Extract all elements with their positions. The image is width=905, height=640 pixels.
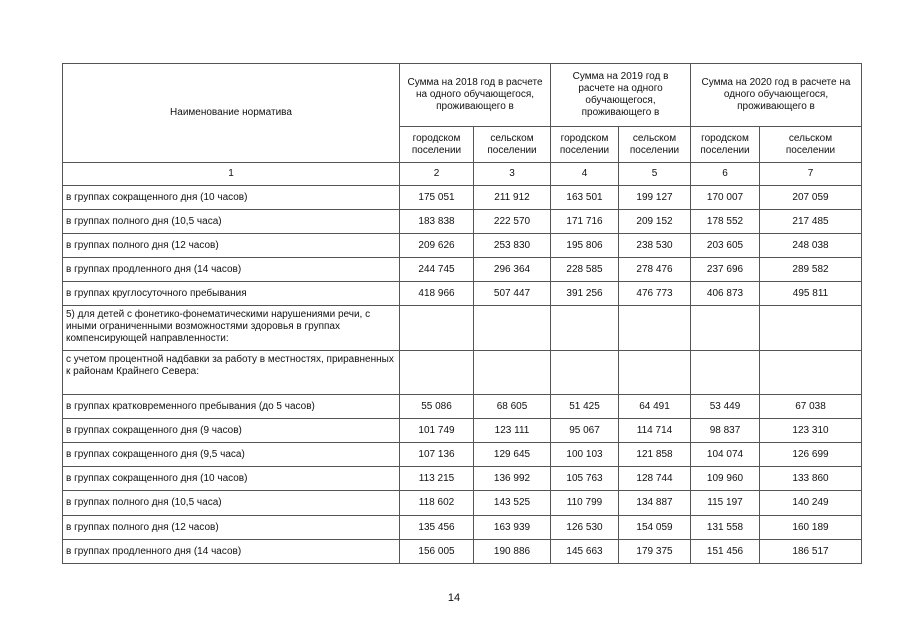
table-row	[63, 395, 862, 419]
table-row	[63, 419, 862, 443]
value-cell: 98 837	[691, 419, 760, 443]
value-cell: 55 086	[400, 395, 474, 419]
value-cell: 115 197	[691, 491, 760, 516]
value-cell: 134 887	[619, 491, 691, 516]
value-cell: 507 447	[474, 282, 551, 306]
value-cell: 113 215	[400, 467, 474, 491]
page-number: 14	[447, 592, 461, 604]
value-cell: 133 860	[760, 467, 862, 491]
value-cell	[619, 351, 691, 395]
value-cell: 207 059	[760, 186, 862, 210]
value-cell	[619, 306, 691, 351]
value-cell: 186 517	[760, 540, 862, 564]
value-cell: 163 939	[474, 516, 551, 540]
value-cell: 244 745	[400, 258, 474, 282]
value-cell: 495 811	[760, 282, 862, 306]
norm-name-cell: в группах полного дня (10,5 часа)	[63, 491, 400, 516]
table-row	[63, 210, 862, 234]
normative-table	[62, 63, 862, 564]
norm-name-cell: в группах кратковременного пребывания (до 5 часов)	[63, 395, 400, 419]
table-row	[63, 306, 862, 351]
value-cell	[474, 351, 551, 395]
header-year-2018: Сумма на 2018 год в расчете на одного обучающегося, проживающего в	[400, 64, 551, 127]
table-row	[63, 540, 862, 564]
value-cell: 126 530	[551, 516, 619, 540]
header-name-column: Наименование норматива	[63, 64, 400, 163]
value-cell: 178 552	[691, 210, 760, 234]
norm-name-cell: 5) для детей с фонетико-фонематическими нарушениями речи, с иными ограниченными возможностями здоровья в группах компенсирующей направленности:	[63, 306, 400, 351]
value-cell: 248 038	[760, 234, 862, 258]
value-cell: 110 799	[551, 491, 619, 516]
norm-name-cell: в группах сокращенного дня (9,5 часа)	[63, 443, 400, 467]
value-cell: 114 714	[619, 419, 691, 443]
value-cell: 123 111	[474, 419, 551, 443]
value-cell: 237 696	[691, 258, 760, 282]
value-cell	[551, 306, 619, 351]
table-row	[63, 443, 862, 467]
value-cell: 107 136	[400, 443, 474, 467]
norm-name-cell: в группах сокращенного дня (9 часов)	[63, 419, 400, 443]
value-cell: 406 873	[691, 282, 760, 306]
value-cell: 296 364	[474, 258, 551, 282]
header-urban-2018: городском поселении	[400, 127, 474, 163]
value-cell: 190 886	[474, 540, 551, 564]
value-cell	[400, 351, 474, 395]
value-cell	[400, 306, 474, 351]
value-cell: 170 007	[691, 186, 760, 210]
value-cell: 199 127	[619, 186, 691, 210]
column-index: 4	[551, 163, 619, 186]
header-row-index	[63, 163, 862, 186]
value-cell: 140 249	[760, 491, 862, 516]
norm-name-cell: в группах сокращенного дня (10 часов)	[63, 186, 400, 210]
value-cell: 151 456	[691, 540, 760, 564]
value-cell: 253 830	[474, 234, 551, 258]
value-cell: 222 570	[474, 210, 551, 234]
header-urban-2019: городском поселении	[551, 127, 619, 163]
value-cell: 154 059	[619, 516, 691, 540]
value-cell: 100 103	[551, 443, 619, 467]
value-cell: 53 449	[691, 395, 760, 419]
value-cell: 145 663	[551, 540, 619, 564]
value-cell: 156 005	[400, 540, 474, 564]
value-cell	[691, 306, 760, 351]
norm-name-cell: в группах полного дня (12 часов)	[63, 234, 400, 258]
value-cell: 238 530	[619, 234, 691, 258]
value-cell: 418 966	[400, 282, 474, 306]
column-index: 2	[400, 163, 474, 186]
value-cell: 136 992	[474, 467, 551, 491]
header-row-years	[63, 64, 862, 127]
header-rural-2018: сельском поселении	[474, 127, 551, 163]
value-cell: 105 763	[551, 467, 619, 491]
value-cell: 278 476	[619, 258, 691, 282]
value-cell: 67 038	[760, 395, 862, 419]
value-cell	[760, 306, 862, 351]
table-row	[63, 467, 862, 491]
value-cell: 175 051	[400, 186, 474, 210]
value-cell: 118 602	[400, 491, 474, 516]
value-cell: 121 858	[619, 443, 691, 467]
column-index: 1	[63, 163, 400, 186]
norm-name-cell: в группах сокращенного дня (10 часов)	[63, 467, 400, 491]
value-cell: 203 605	[691, 234, 760, 258]
table-body	[63, 186, 862, 564]
value-cell: 101 749	[400, 419, 474, 443]
value-cell: 143 525	[474, 491, 551, 516]
value-cell: 131 558	[691, 516, 760, 540]
norm-name-cell: в группах круглосуточного пребывания	[63, 282, 400, 306]
value-cell: 51 425	[551, 395, 619, 419]
header-year-2020: Сумма на 2020 год в расчете на одного обучающегося, проживающего в	[691, 64, 862, 127]
norm-name-cell: в группах продленного дня (14 часов)	[63, 258, 400, 282]
column-index: 3	[474, 163, 551, 186]
value-cell: 160 189	[760, 516, 862, 540]
header-rural-2020: сельском поселении	[760, 127, 862, 163]
value-cell: 171 716	[551, 210, 619, 234]
column-index: 5	[619, 163, 691, 186]
table-row	[63, 234, 862, 258]
value-cell: 68 605	[474, 395, 551, 419]
table-row	[63, 516, 862, 540]
value-cell: 123 310	[760, 419, 862, 443]
table-row	[63, 491, 862, 516]
column-index: 6	[691, 163, 760, 186]
value-cell: 476 773	[619, 282, 691, 306]
value-cell: 126 699	[760, 443, 862, 467]
value-cell: 209 626	[400, 234, 474, 258]
column-index: 7	[760, 163, 862, 186]
value-cell: 95 067	[551, 419, 619, 443]
table-row	[63, 258, 862, 282]
value-cell: 195 806	[551, 234, 619, 258]
value-cell: 209 152	[619, 210, 691, 234]
value-cell: 104 074	[691, 443, 760, 467]
table-row	[63, 282, 862, 306]
norm-name-cell: с учетом процентной надбавки за работу в местностях, приравненных к районам Крайнего Севера:	[63, 351, 400, 395]
value-cell: 179 375	[619, 540, 691, 564]
value-cell: 135 456	[400, 516, 474, 540]
value-cell: 228 585	[551, 258, 619, 282]
header-urban-2020: городском поселении	[691, 127, 760, 163]
value-cell: 217 485	[760, 210, 862, 234]
norm-name-cell: в группах полного дня (12 часов)	[63, 516, 400, 540]
value-cell: 211 912	[474, 186, 551, 210]
value-cell: 163 501	[551, 186, 619, 210]
value-cell	[551, 351, 619, 395]
value-cell: 109 960	[691, 467, 760, 491]
value-cell: 391 256	[551, 282, 619, 306]
table-row	[63, 186, 862, 210]
header-rural-2019: сельском поселении	[619, 127, 691, 163]
value-cell	[760, 351, 862, 395]
norm-name-cell: в группах полного дня (10,5 часа)	[63, 210, 400, 234]
value-cell: 289 582	[760, 258, 862, 282]
value-cell	[474, 306, 551, 351]
norm-name-cell: в группах продленного дня (14 часов)	[63, 540, 400, 564]
value-cell: 129 645	[474, 443, 551, 467]
value-cell: 128 744	[619, 467, 691, 491]
table-row	[63, 351, 862, 395]
header-year-2019: Сумма на 2019 год в расчете на одного обучающегося, проживающего в	[551, 64, 691, 127]
value-cell: 183 838	[400, 210, 474, 234]
value-cell	[691, 351, 760, 395]
value-cell: 64 491	[619, 395, 691, 419]
